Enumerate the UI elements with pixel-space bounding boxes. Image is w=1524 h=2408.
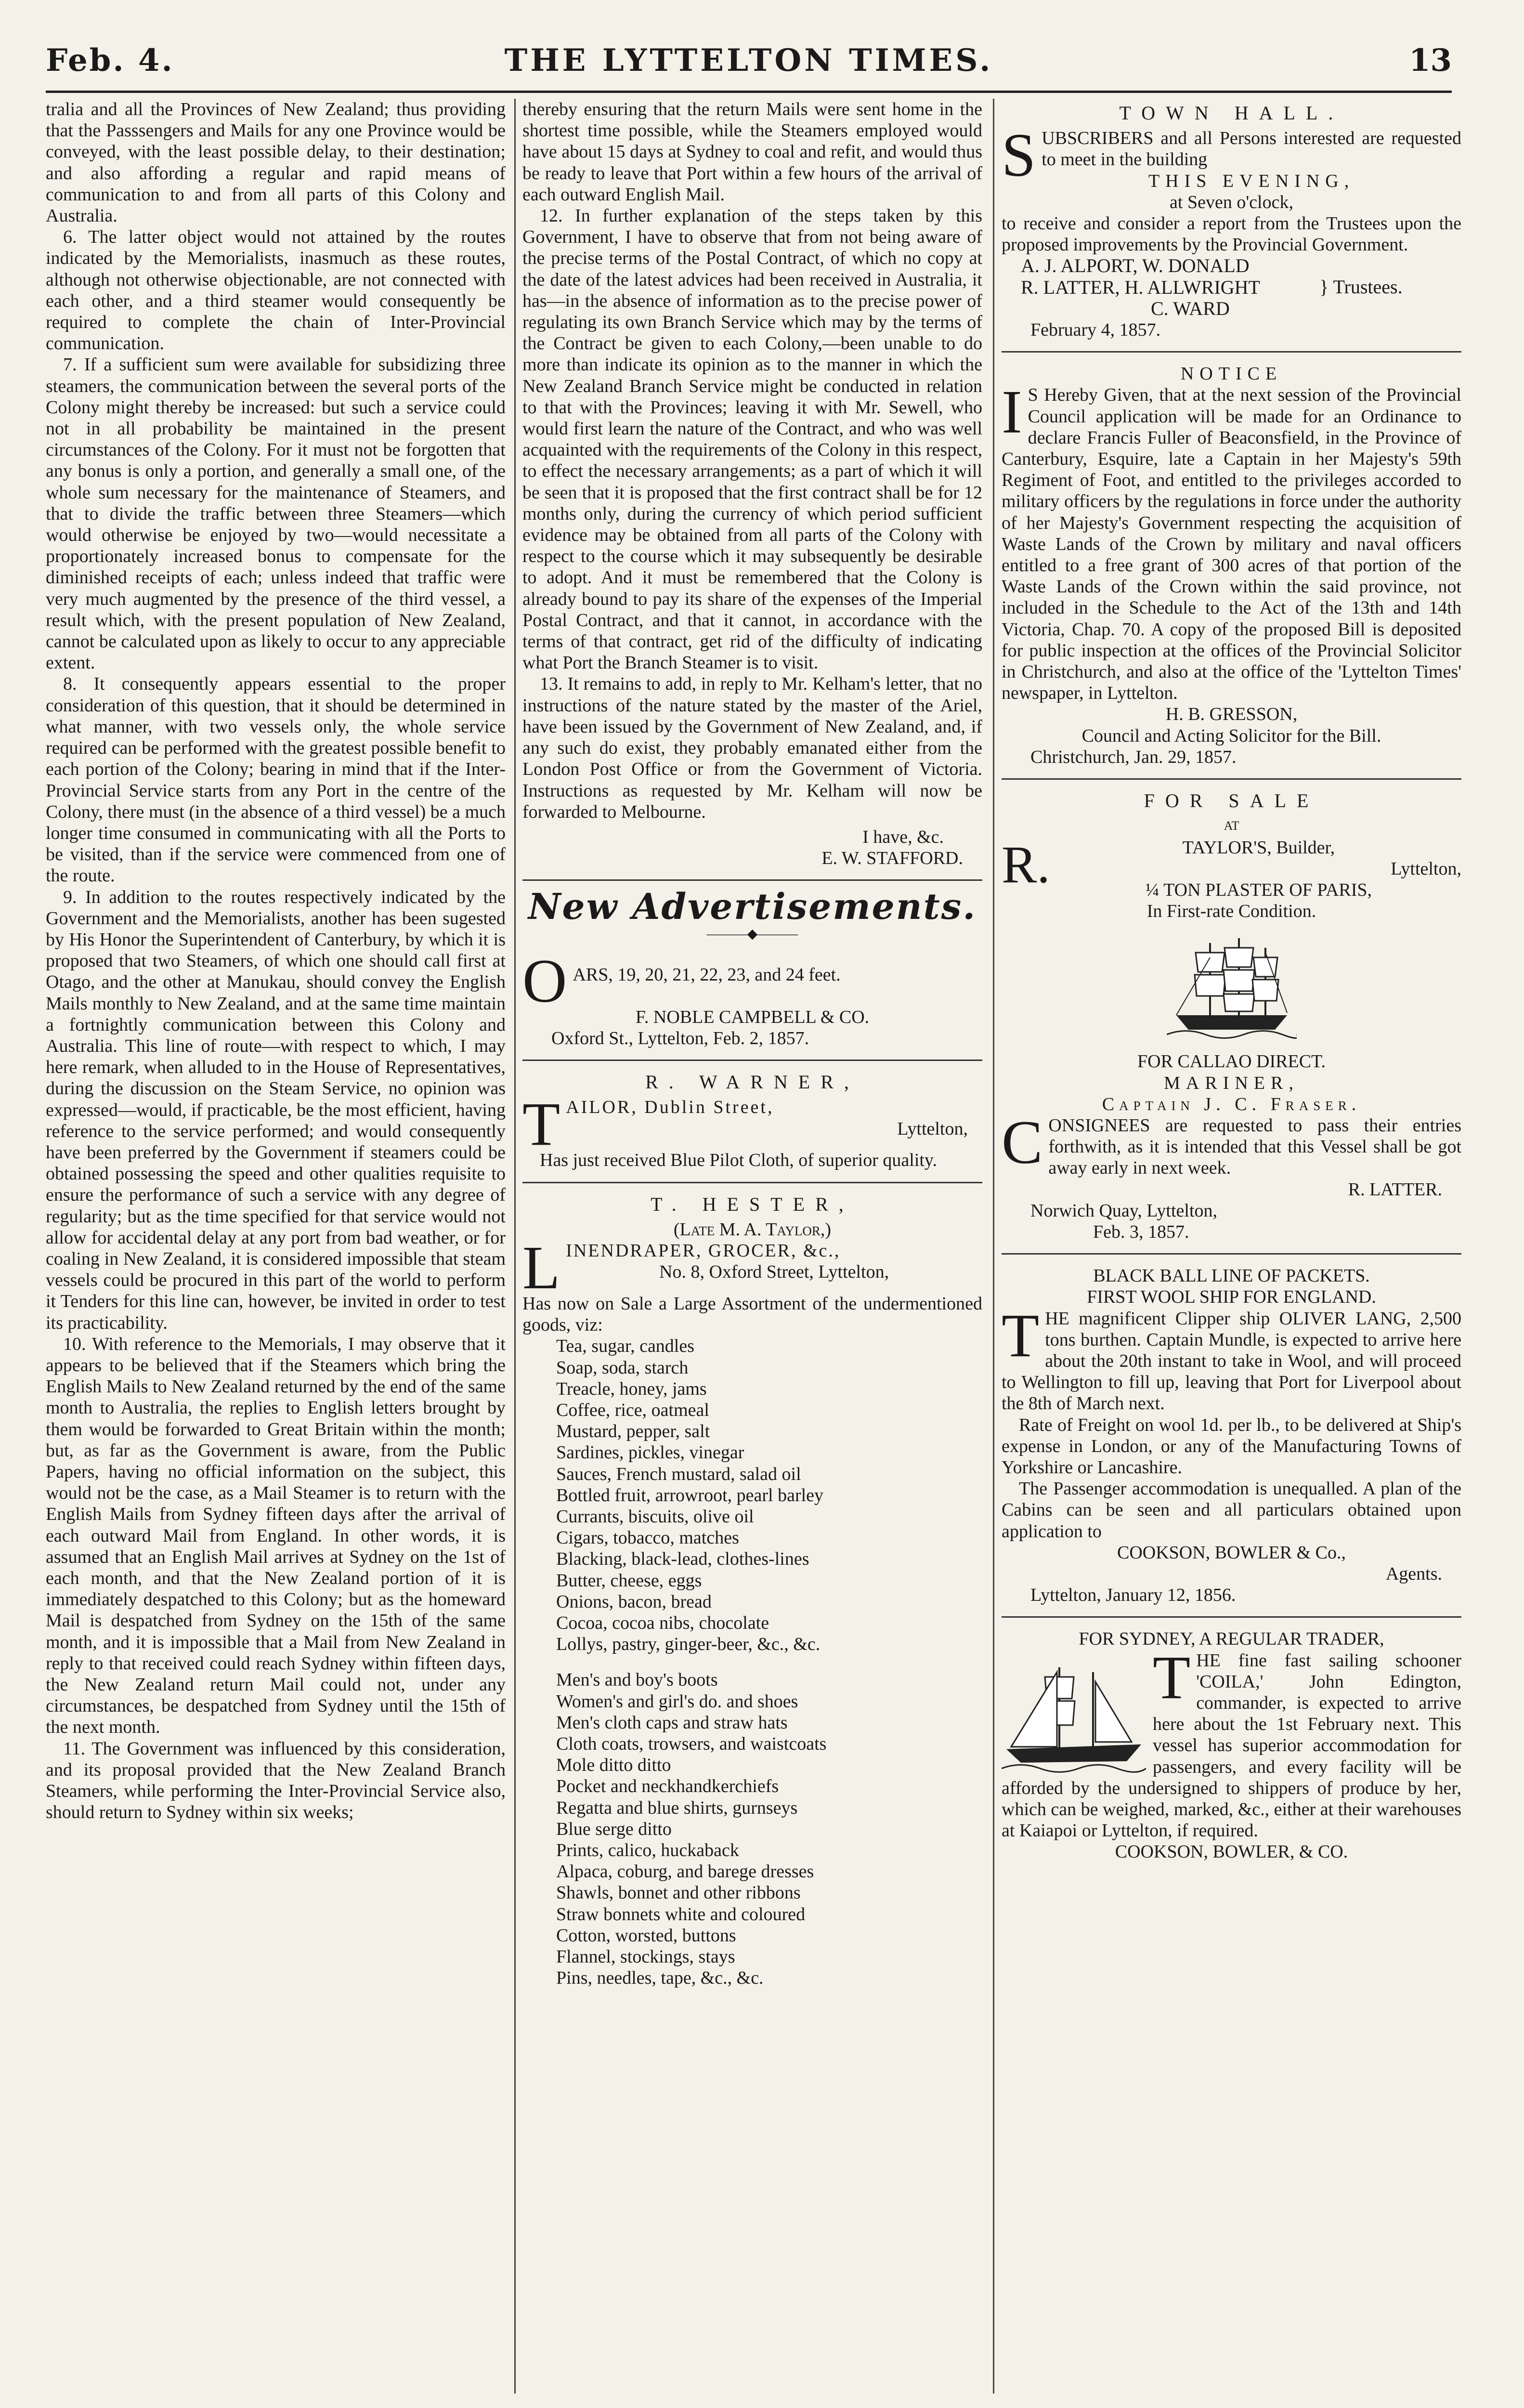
goods-item: Treacle, honey, jams (556, 1378, 707, 1399)
signature-closing: I have, &c. (862, 826, 944, 847)
article-paragraph: 13. It remains to add, in reply to Mr. Kelham's letter, that no instructions of the nature stated by the master of the Ariel, have been issued by the Government of New Zealand, and, if any such do exist, they probably emanated either from the London Post Office or from the Government of Victoria. Instructions as requested by Mr. Kelham will now be forwarded to Melbourne. (522, 674, 982, 822)
article-paragraph: 11. The Government was influenced by this consideration, and its proposal provided that the New Zealand Branch Steamers, while performing the Inter-Provincial Service also, should return to Sydney within six weeks; (46, 1738, 506, 1823)
drop-cap: T (1153, 1643, 1191, 1712)
ad-at: AT (1224, 819, 1239, 833)
goods-item: Onions, bacon, bread (556, 1591, 712, 1612)
ornament-divider: ———◆——— (706, 926, 798, 942)
ad-body: Has just received Blue Pilot Cloth, of superior quality. (540, 1150, 937, 1171)
drop-cap: I (1002, 378, 1022, 446)
schooner-ship-icon (1002, 1653, 1146, 1773)
ad-name: H. B. GRESSON, (1165, 704, 1298, 725)
ad-name: F. NOBLE CAMPBELL & CO. (635, 1007, 870, 1027)
goods-item: Tea, sugar, candles (556, 1336, 695, 1357)
signature-name: E. W. STAFFORD. (821, 848, 963, 869)
article-paragraph: 9. In addition to the routes respectively indicated by the Government and the Memorialists, another has been sugested by His Honor the Superintendent of Canterbury, by which it is proposed that two Steamers, of which one should call first at Otago, and the other at Manukau, should convey the English Mails monthly to New Zealand, and at the same time maintain a fortnightly communication between this Colony and Australia. This line of route—with respect to which, I may here remark, when alluded to in the House of Representatives, during the discussion on the Steam Service, no opinion was expressed—would, if practicable, be the most efficient, having reference to the service performed; and would consequently have been preferred by the Government if steamers could be obtained possessing the speed and other qualities requisite to ensure the performance of such a service with any degree of regularity; but as the time specified for that service would not allow for accidental delay at any port from bad weather, or for coaling in New Zealand, it is considered impossible that steam vessels could be procured in this part of the world to perform it Tenders for this line can, however, be invited in order to test its practicability. (46, 887, 506, 1333)
ad-body: ONSIGNEES are requested to pass their entries forthwith, as it is intended that this Vessel shall be got away early in next week. (1048, 1115, 1461, 1178)
column-1 (46, 99, 506, 2394)
ad-body: Has now on Sale a Large Assortment of the undermentioned goods, viz: (522, 1293, 982, 1335)
ad-line: Lyttelton, (897, 1118, 968, 1139)
ad-name: COOKSON, BOWLER & Co., (1117, 1542, 1346, 1563)
ad-ship-name: MARINER, (1164, 1073, 1299, 1093)
article-paragraph: tralia and all the Provinces of New Zealand; thus providing that the Passsengers and Mails for any one Province would be conveyed, with the least possible delay, to their destination; and also affording a regular and rapid means of communication to and from all parts of this Colony and Australia. (46, 99, 506, 226)
ad-line: In First-rate Condition. (1146, 901, 1316, 922)
ad-emphasis: THIS EVENING, (1148, 170, 1355, 191)
ad-body: Rate of Freight on wool 1d. per lb., to be delivered at Ship's expense in London, or any of the Manufacturing Towns of Yorkshire or Lancashire. (1002, 1414, 1461, 1478)
ad-title: NOTICE (1180, 364, 1283, 384)
ad-line: TAYLOR'S, Builder, (1182, 837, 1335, 858)
drop-cap: L (522, 1233, 560, 1302)
ad-title: FOR CALLAO DIRECT. (1137, 1051, 1326, 1072)
ad-body: to receive and consider a report from the Trustees upon the proposed improvements by the Provincial Government. (1002, 213, 1461, 255)
ad-title: FOR SYDNEY, A REGULAR TRADER, (1079, 1629, 1384, 1649)
ad-title: BLACK BALL LINE OF PACKETS. (1093, 1266, 1370, 1286)
goods-item: Butter, cheese, eggs (556, 1570, 702, 1591)
goods-item: Sardines, pickles, vinegar (556, 1442, 744, 1463)
ad-hester (522, 1194, 982, 1989)
signature-block (522, 826, 982, 869)
goods-item: Cotton, worsted, buttons (556, 1925, 736, 1946)
divider (1002, 1253, 1461, 1255)
goods-item: Shawls, bonnet and other ribbons (556, 1883, 801, 1903)
trustees-label: } Trustees. (1319, 276, 1403, 298)
goods-item: Bottled fruit, arrowroot, pearl barley (556, 1485, 824, 1505)
page-number: 13 (1408, 42, 1452, 79)
trustee-names: A. J. ALPORT, W. DONALD (1021, 255, 1250, 277)
drop-cap: S (1002, 121, 1036, 190)
ad-title: FOR SALE (1144, 790, 1319, 812)
ad-body: UBSCRIBERS and all Persons interested are requested to meet in the building (1042, 128, 1461, 170)
header-date: Feb. 4. (46, 42, 174, 79)
ad-name: COOKSON, BOWLER, & CO. (1115, 1842, 1348, 1862)
ad-sydney (1002, 1628, 1461, 1862)
ad-line: No. 8, Oxford Street, Lyttelton, (659, 1262, 889, 1283)
goods-item: Regatta and blue shirts, gurnseys (556, 1797, 798, 1818)
article-paragraph: 6. The latter object would not attained by the routes indicated by the Memorialists, inasmuch as these routes, although not otherwise objectionable, are not connected with each other, and a third steamer would consequently be required to complete the chain of Inter-Provincial communication. (46, 227, 506, 354)
goods-item: Blacking, black-lead, clothes-lines (556, 1549, 809, 1570)
ad-callao (1002, 1051, 1461, 1243)
article-paragraph: 8. It consequently appears essential to the proper consideration of this question, that it should be determined in what manner, with two vessels only, the whole service required can be performed with the greatest possible benefit to each portion of the Colony; bearing in mind that if the Inter-Provincial Service starts from any Port in the centre of the Colony, there must (in the absence of a third vessel) be a much longer time consumed in communicating with all the Ports to be visited, than if the service were commenced from one of the route. (46, 674, 506, 886)
goods-item: Cigars, tobacco, matches (556, 1528, 739, 1548)
ad-date: Feb. 3, 1857. (1093, 1221, 1189, 1242)
ad-body: The Passenger accommodation is unequalled. A plan of the Cabins can be seen and all particulars obtained upon application to (1002, 1479, 1461, 1542)
divider (1002, 778, 1461, 780)
sailing-ship-icon (1167, 929, 1297, 1044)
goods-item: Pins, needles, tape, &c., &c. (556, 1968, 764, 1989)
trustee-list (1002, 255, 1461, 319)
ad-address: Norwich Quay, Lyttelton, (1030, 1200, 1218, 1221)
ad-for-sale (1002, 790, 1461, 922)
ad-line: INENDRAPER, GROCER, &c., (566, 1240, 841, 1261)
drop-cap: C (1002, 1108, 1043, 1177)
ad-title: T. HESTER, (651, 1193, 854, 1215)
ad-subtitle: FIRST WOOL SHIP FOR ENGLAND. (1087, 1287, 1376, 1308)
trustee-names: C. WARD (1151, 297, 1230, 319)
ad-date: Lyttelton, January 12, 1856. (1030, 1585, 1236, 1606)
divider (1002, 351, 1461, 353)
ad-address: Oxford St., Lyttelton, Feb. 2, 1857. (551, 1028, 809, 1048)
ad-body: S Hereby Given, that at the next session of the Provincial Council application will be made for an Ordinance to declare Francis Fuller of Beaconsfield, in the Province of Canterbury, Esquire, late a Captain in her Majesty's 59th Regiment of Foot, and entitled to the privileges accorded to military officers by the regulations in force under the authority of her Majesty's Government respecting the acquisition of Waste Lands of the Crown by military and naval officers entitled to a free grant of 300 acres of that portion of the Waste Lands of the Crown within the said province, not included in the Schedule to the Act of the 13th and 14th Victoria, Chap. 70. A copy of the proposed Bill is deposited for public inspection at the offices of the Provincial Solicitor in Christchurch, and also at the office of the 'Lyttelton Times' newspaper, in Lyttelton. (1002, 385, 1461, 704)
ad-title: TOWN HALL. (1119, 102, 1344, 124)
ad-role: Council and Acting Solicitor for the Bill. (1081, 725, 1381, 746)
article-paragraph: thereby ensuring that the return Mails were sent home in the shortest time possible, while the Steamers employed would have about 15 days at Sydney to coal and refit, and would thus be ready to leave that Port within a few hours of the arrival of each outward English Mail. (522, 99, 982, 205)
ad-date: Christchurch, Jan. 29, 1857. (1030, 746, 1237, 767)
goods-item: Men's cloth caps and straw hats (556, 1712, 788, 1733)
goods-list-groceries (522, 1335, 982, 1655)
ad-subtitle: (Late M. A. Taylor,) (673, 1219, 832, 1240)
goods-item: Pocket and neckhandkerchiefs (556, 1776, 779, 1797)
ad-name: R. LATTER. (1348, 1179, 1442, 1200)
newspaper-title: THE LYTTELTON TIMES. (504, 42, 993, 79)
ad-line: ¼ TON PLASTER OF PARIS, (1145, 879, 1372, 900)
column-2 (522, 99, 982, 2394)
divider (522, 1060, 982, 1061)
advertisements-heading: New Advertisements. (528, 886, 977, 928)
column-rule (993, 99, 994, 2394)
drop-cap: T (1002, 1301, 1040, 1370)
ad-black-ball (1002, 1265, 1461, 1606)
ad-notice (1002, 363, 1461, 768)
goods-list-clothing (522, 1669, 982, 1989)
drop-cap: T (522, 1090, 560, 1159)
ad-text: ARS, 19, 20, 21, 22, 23, and 24 feet. (573, 964, 841, 985)
goods-item: Mole ditto ditto (556, 1755, 671, 1776)
ad-time: at Seven o'clock, (1170, 192, 1293, 212)
goods-item: Women's and girl's do. and shoes (556, 1691, 798, 1712)
divider (522, 1182, 982, 1183)
goods-item: Blue serge ditto (556, 1819, 672, 1839)
ad-title: R. WARNER, (645, 1071, 860, 1093)
article-paragraph: 7. If a sufficient sum were available for subsidizing three steamers, the communication between the several ports of the Colony might thereby be increased: but such a service could not in all probability be maintained in the present circumstances of the Colony. For it must not be forgotten that any bonus is only a portion, and generally a small one, of the whole sum necessary for the maintenance of Steamers, and that to divide the traffic between three Steamers—which would otherwise be enjoyed by two—would necessitate a proportionately increased bonus to compensate for the diminished receipts of each; unless indeed that traffic were very much augmented by the presence of the third vessel, a result which, with the present population of New Zealand, cannot be calculated upon as likely to occur to any appreciable extent. (46, 354, 506, 673)
drop-cap: R. (1002, 835, 1050, 894)
goods-item: Currants, biscuits, olive oil (556, 1506, 754, 1527)
article-paragraph: 10. With reference to the Memorials, I may observe that it appears to be believed that if the Steamers which bring the English Mails to New Zealand returned by the end of the same month to Australia, the replies to English letters brought by them would be forwarded to Great Britain within the month; but, as far as the Government is aware, from the Public Papers, having no official information on the subject, this would not be the case, as a Mail Steamer is to return with the English Mails from Sydney fifteen days after the arrival of each outward Mail from England. In other words, it is assumed that an English Mail arrives at Sydney on the 1st of each month, and that the New Zealand portion of it is immediately despatched to this Colony; but as the homeward Mail is despatched from Sydney on the 15th of the same month, and it is impossible that a Mail from New Zealand in reply to that received could reach Sydney within fifteen days, the New Zealand return Mail could not, under any circumstances, be despatched from Sydney until the 15th of the next month. (46, 1334, 506, 1738)
goods-item: Mustard, pepper, salt (556, 1421, 710, 1442)
ad-date: February 4, 1857. (1030, 320, 1161, 340)
goods-item: Lollys, pastry, ginger-beer, &c., &c. (556, 1634, 821, 1655)
goods-item: Cocoa, cocoa nibs, chocolate (556, 1612, 769, 1633)
goods-item: Coffee, rice, oatmeal (556, 1400, 709, 1420)
goods-item: Sauces, French mustard, salad oil (556, 1464, 801, 1484)
goods-item: Flannel, stockings, stays (556, 1947, 735, 1967)
ad-town-hall (1002, 103, 1461, 340)
ad-body: HE magnificent Clipper ship OLIVER LANG, 2,500 tons burthen. Captain Mundle, is expected to arrive here about the 20th instant to take in Wool, and will proceed to Wellington to fill up, leaving that Port for Liverpool about the 8th of March next. (1002, 1308, 1461, 1414)
goods-item: Alpaca, coburg, and barege dresses (556, 1861, 814, 1882)
goods-item: Cloth coats, trowsers, and waistcoats (556, 1734, 827, 1754)
goods-item: Prints, calico, huckaback (556, 1840, 739, 1861)
drop-cap: O (522, 946, 567, 1015)
ad-line: Lyttelton, (1391, 858, 1461, 879)
trustee-names: R. LATTER, H. ALLWRIGHT (1021, 276, 1260, 298)
ad-body: HE fine fast sailing schooner 'COILA,' John Edington, commander, is expected to arrive here about the 1st February next. This vessel has superior accommodation for passengers, and every facility will be afforded by the undersigned to shippers of produce by her, which can be weighed, marked, &c., either at their warehouses at Kaiapoi or Lyttelton, if required. (1002, 1650, 1461, 1841)
ad-warner (522, 1072, 982, 1171)
ad-line: AILOR, Dublin Street, (566, 1097, 774, 1118)
ad-oars (522, 946, 982, 1049)
divider (1002, 1616, 1461, 1618)
column-3 (1002, 99, 1461, 2394)
page-header (46, 38, 1452, 93)
goods-item: Soap, soda, starch (556, 1357, 689, 1378)
ad-role: Agents. (1385, 1563, 1442, 1584)
goods-item: Straw bonnets white and coloured (556, 1904, 806, 1924)
column-rule (514, 99, 516, 2394)
divider (522, 879, 982, 881)
goods-item: Men's and boy's boots (556, 1670, 718, 1690)
article-paragraph: 12. In further explanation of the steps taken by this Government, I have to observe that from not being aware of the precise terms of the Postal Contract, of which no copy at the date of the latest advices had been received in Australia, it has—in the absence of information as to the precise power of regulating its own Branch Service which may by the terms of the Contract be given to each Colony,—been unable to do more than indicate its opinion as to the manner in which the New Zealand Branch Service might be conducted in relation to that with the Provinces; leaving it with Mr. Sewell, who would first learn the nature of the Contract, and who was well acquainted with the requirements of the Colony in this respect, to effect the necessary arrangements; as a part of which it will be seen that it is proposed that the first contract shall be for 12 months only, during the currency of which period sufficient evidence may be obtained from all parts of the Colony with respect to the course which it may subsequently be desirable to adopt. And it must be remembered that the Colony is already bound to pay its share of the expenses of the Imperial Postal Contract, and that it cannot, in accordance with the terms of that contract, get rid of the difficulty of indicating what Port the Branch Steamer is to visit. (522, 206, 982, 673)
ad-captain: Captain J. C. Fraser. (1102, 1094, 1361, 1114)
